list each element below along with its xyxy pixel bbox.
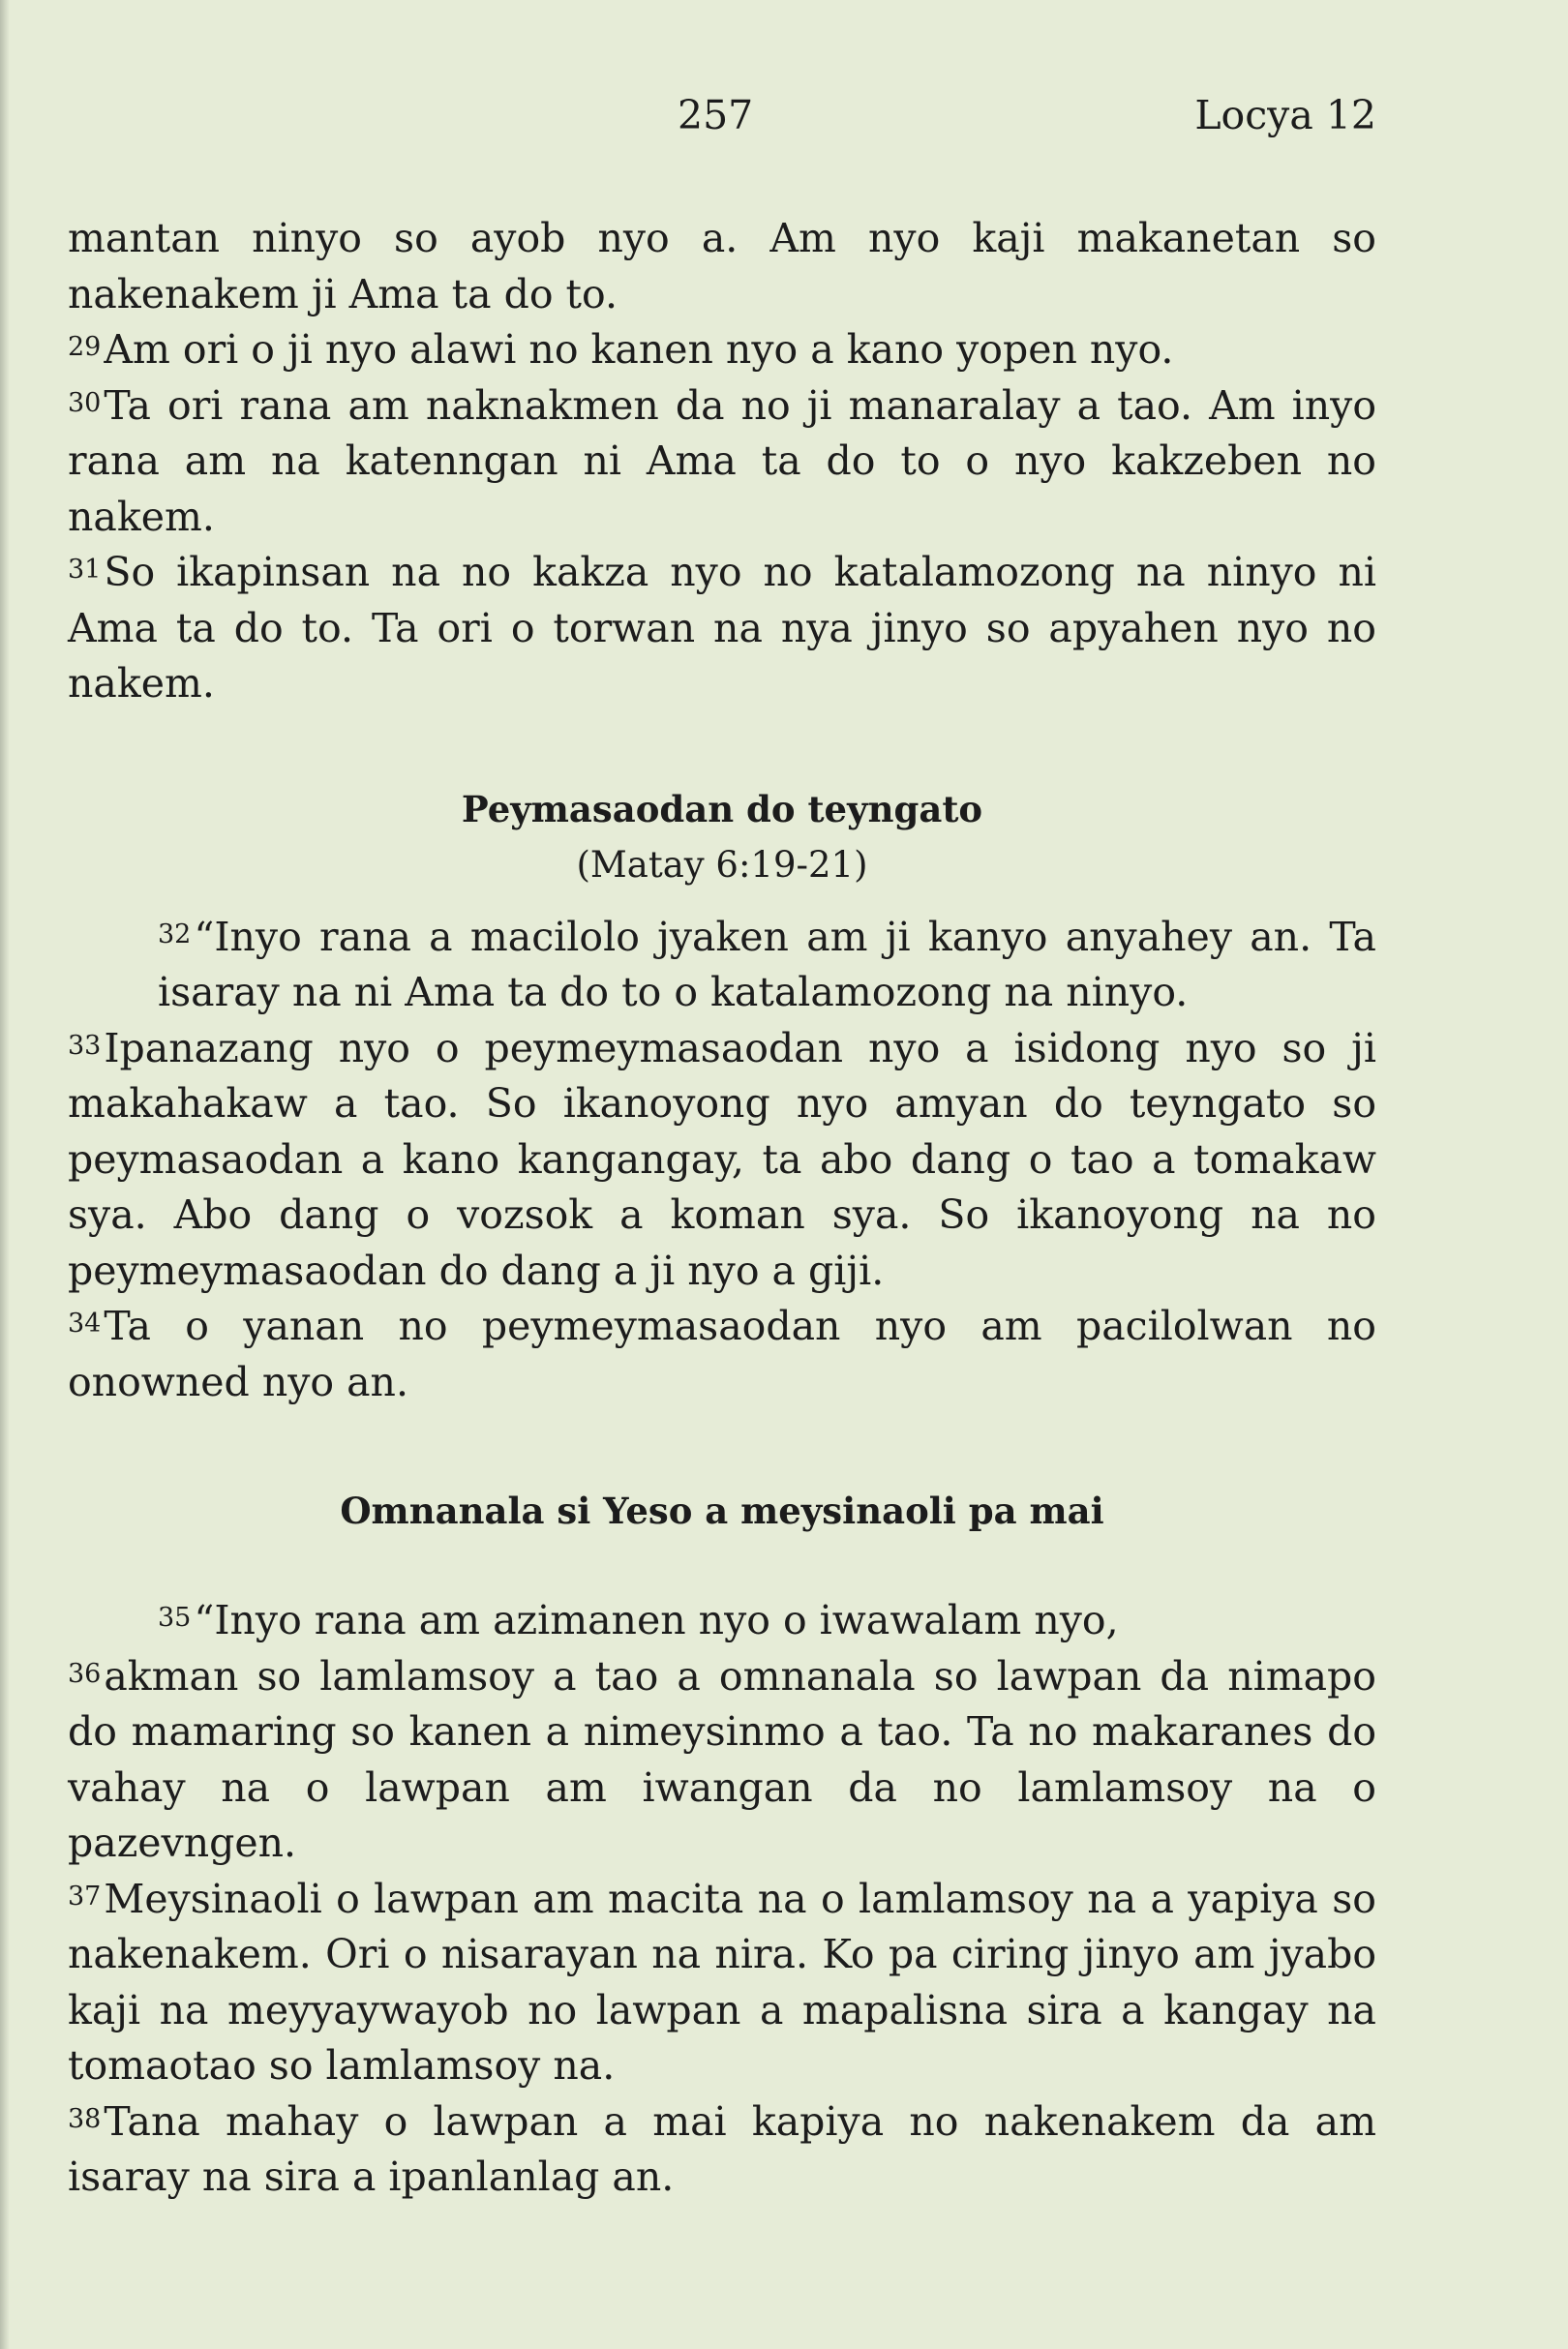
verse-number: 37 xyxy=(68,1881,102,1912)
page-edge-shadow xyxy=(0,0,10,2349)
verse-number: 32 xyxy=(158,919,192,949)
page-number: 257 xyxy=(678,92,754,138)
verse-text: Meysinaoli o lawpan am macita na o lamlamsoy na a yapiya so nakenakem. Ori o nisarayan na nira. Ko pa ciring jinyo am jyabo kaji na meyyaywayob no lawpan a mapalisna sira a kangay na tomaotao so lamlamsoy na. xyxy=(68,1875,1376,2089)
section-heading: Omnanala si Yeso a meysinaoli pa mai xyxy=(340,1490,1104,1532)
verse-text: “Inyo rana am azimanen nyo o iwawalam nyo, xyxy=(194,1597,1119,1643)
verse-text: Am ori o ji nyo alawi no kanen nyo a kano yopen nyo. xyxy=(104,326,1174,373)
verse-text: Tana mahay o lawpan a mai kapiya no nakenakem da am isaray na sira a ipanlanlag an. xyxy=(68,2097,1376,2200)
verse-36 xyxy=(68,1649,1376,1872)
verse-number: 35 xyxy=(158,1603,192,1633)
verse-number: 36 xyxy=(68,1658,102,1689)
verse-29 xyxy=(68,322,1376,378)
section-heading: Peymasaodan do teyngato xyxy=(461,787,983,830)
running-head: Locya 12 xyxy=(1194,92,1376,138)
verse-38 xyxy=(68,2094,1376,2206)
verse-number: 33 xyxy=(68,1030,102,1061)
verse-text: Ipanazang nyo o peymeymasaodan nyo a isidong nyo so ji makahakaw a tao. So ikanoyong nyo amyan do teyngato so peymasaodan a kano kangangay, ta abo dang o tao a tomakaw sya. Abo dang o vozsok a koman sya. So ikanoyong na no peymeymasaodan do dang a ji nyo a giji. xyxy=(68,1024,1376,1294)
verse-32 xyxy=(68,910,1376,1021)
verse-text: “Inyo rana a macilolo jyaken am ji kanyo anyahey an. Ta isaray na ni Ama ta do to o katalamozong na ninyo. xyxy=(158,913,1376,1015)
continuation-paragraph xyxy=(68,211,1376,322)
continuation-text: mantan ninyo so ayob nyo a. Am nyo kaji makanetan so nakenakem ji Ama ta do to. xyxy=(68,215,1376,317)
section-reference: (Matay 6:19-21) xyxy=(576,843,868,886)
verse-number: 31 xyxy=(68,555,102,585)
page-header xyxy=(68,92,1376,150)
verse-33 xyxy=(68,1021,1376,1300)
verse-number: 38 xyxy=(68,2103,102,2134)
verse-31 xyxy=(68,545,1376,712)
verse-text: So ikapinsan na no kakza nyo no katalamozong na ninyo ni Ama ta do to. Ta ori o torwan na nya jinyo so apyahen nyo no nakem. xyxy=(68,549,1376,707)
verse-text: Ta ori rana am naknakmen da no ji manaralay a tao. Am inyo rana am na katenngan ni Ama ta do to o nyo kakzeben no nakem. xyxy=(68,381,1376,540)
verse-35 xyxy=(68,1593,1376,1649)
verse-text: akman so lamlamsoy a tao a omnanala so lawpan da nimapo do mamaring so kanen a nimeysinmo a tao. Ta no makaranes do vahay na o lawpan am iwangan da no lamlamsoy na o pazevngen. xyxy=(68,1652,1376,1866)
verse-30 xyxy=(68,378,1376,546)
verse-text: Ta o yanan no peymeymasaodan nyo am pacilolwan no onowned nyo an. xyxy=(68,1303,1376,1405)
verse-number: 34 xyxy=(68,1309,102,1339)
verse-34 xyxy=(68,1299,1376,1410)
verse-number: 30 xyxy=(68,387,102,418)
verse-number: 29 xyxy=(68,332,102,362)
verse-37 xyxy=(68,1872,1376,2094)
page-body xyxy=(68,211,1376,2206)
